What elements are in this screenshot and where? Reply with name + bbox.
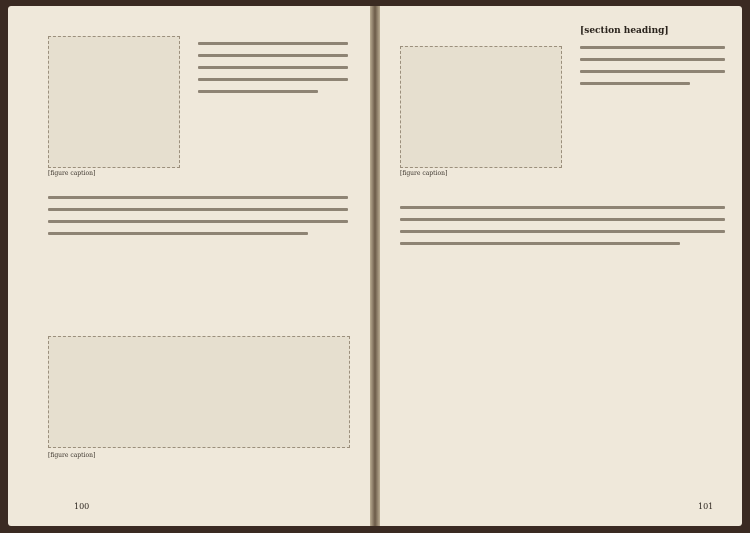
text-line	[198, 78, 348, 81]
left-page	[8, 6, 370, 526]
section-heading: [section heading]	[580, 26, 669, 36]
text-line	[580, 46, 725, 49]
text-line	[198, 42, 348, 45]
text-line	[48, 208, 348, 211]
text-line	[580, 82, 690, 85]
text-line	[198, 54, 348, 57]
text-line	[400, 230, 725, 233]
text-line	[400, 218, 725, 221]
text-line	[400, 242, 680, 245]
text-line	[48, 220, 348, 223]
book-gutter	[370, 6, 380, 526]
text-line	[198, 66, 348, 69]
figure-top-left-caption: [figure caption]	[48, 170, 96, 177]
figure-right-caption: [figure caption]	[400, 170, 448, 177]
page-number-left: 100	[74, 502, 90, 511]
figure-top-left	[48, 36, 180, 168]
text-line	[580, 70, 725, 73]
right-page	[380, 6, 742, 526]
figure-right	[400, 46, 562, 168]
figure-bottom-left-caption: [figure caption]	[48, 452, 96, 459]
text-line	[198, 90, 318, 93]
text-line	[400, 206, 725, 209]
text-line	[580, 58, 725, 61]
page-number-right: 101	[698, 502, 714, 511]
text-line	[48, 232, 308, 235]
text-line	[48, 196, 348, 199]
figure-bottom-left	[48, 336, 350, 448]
